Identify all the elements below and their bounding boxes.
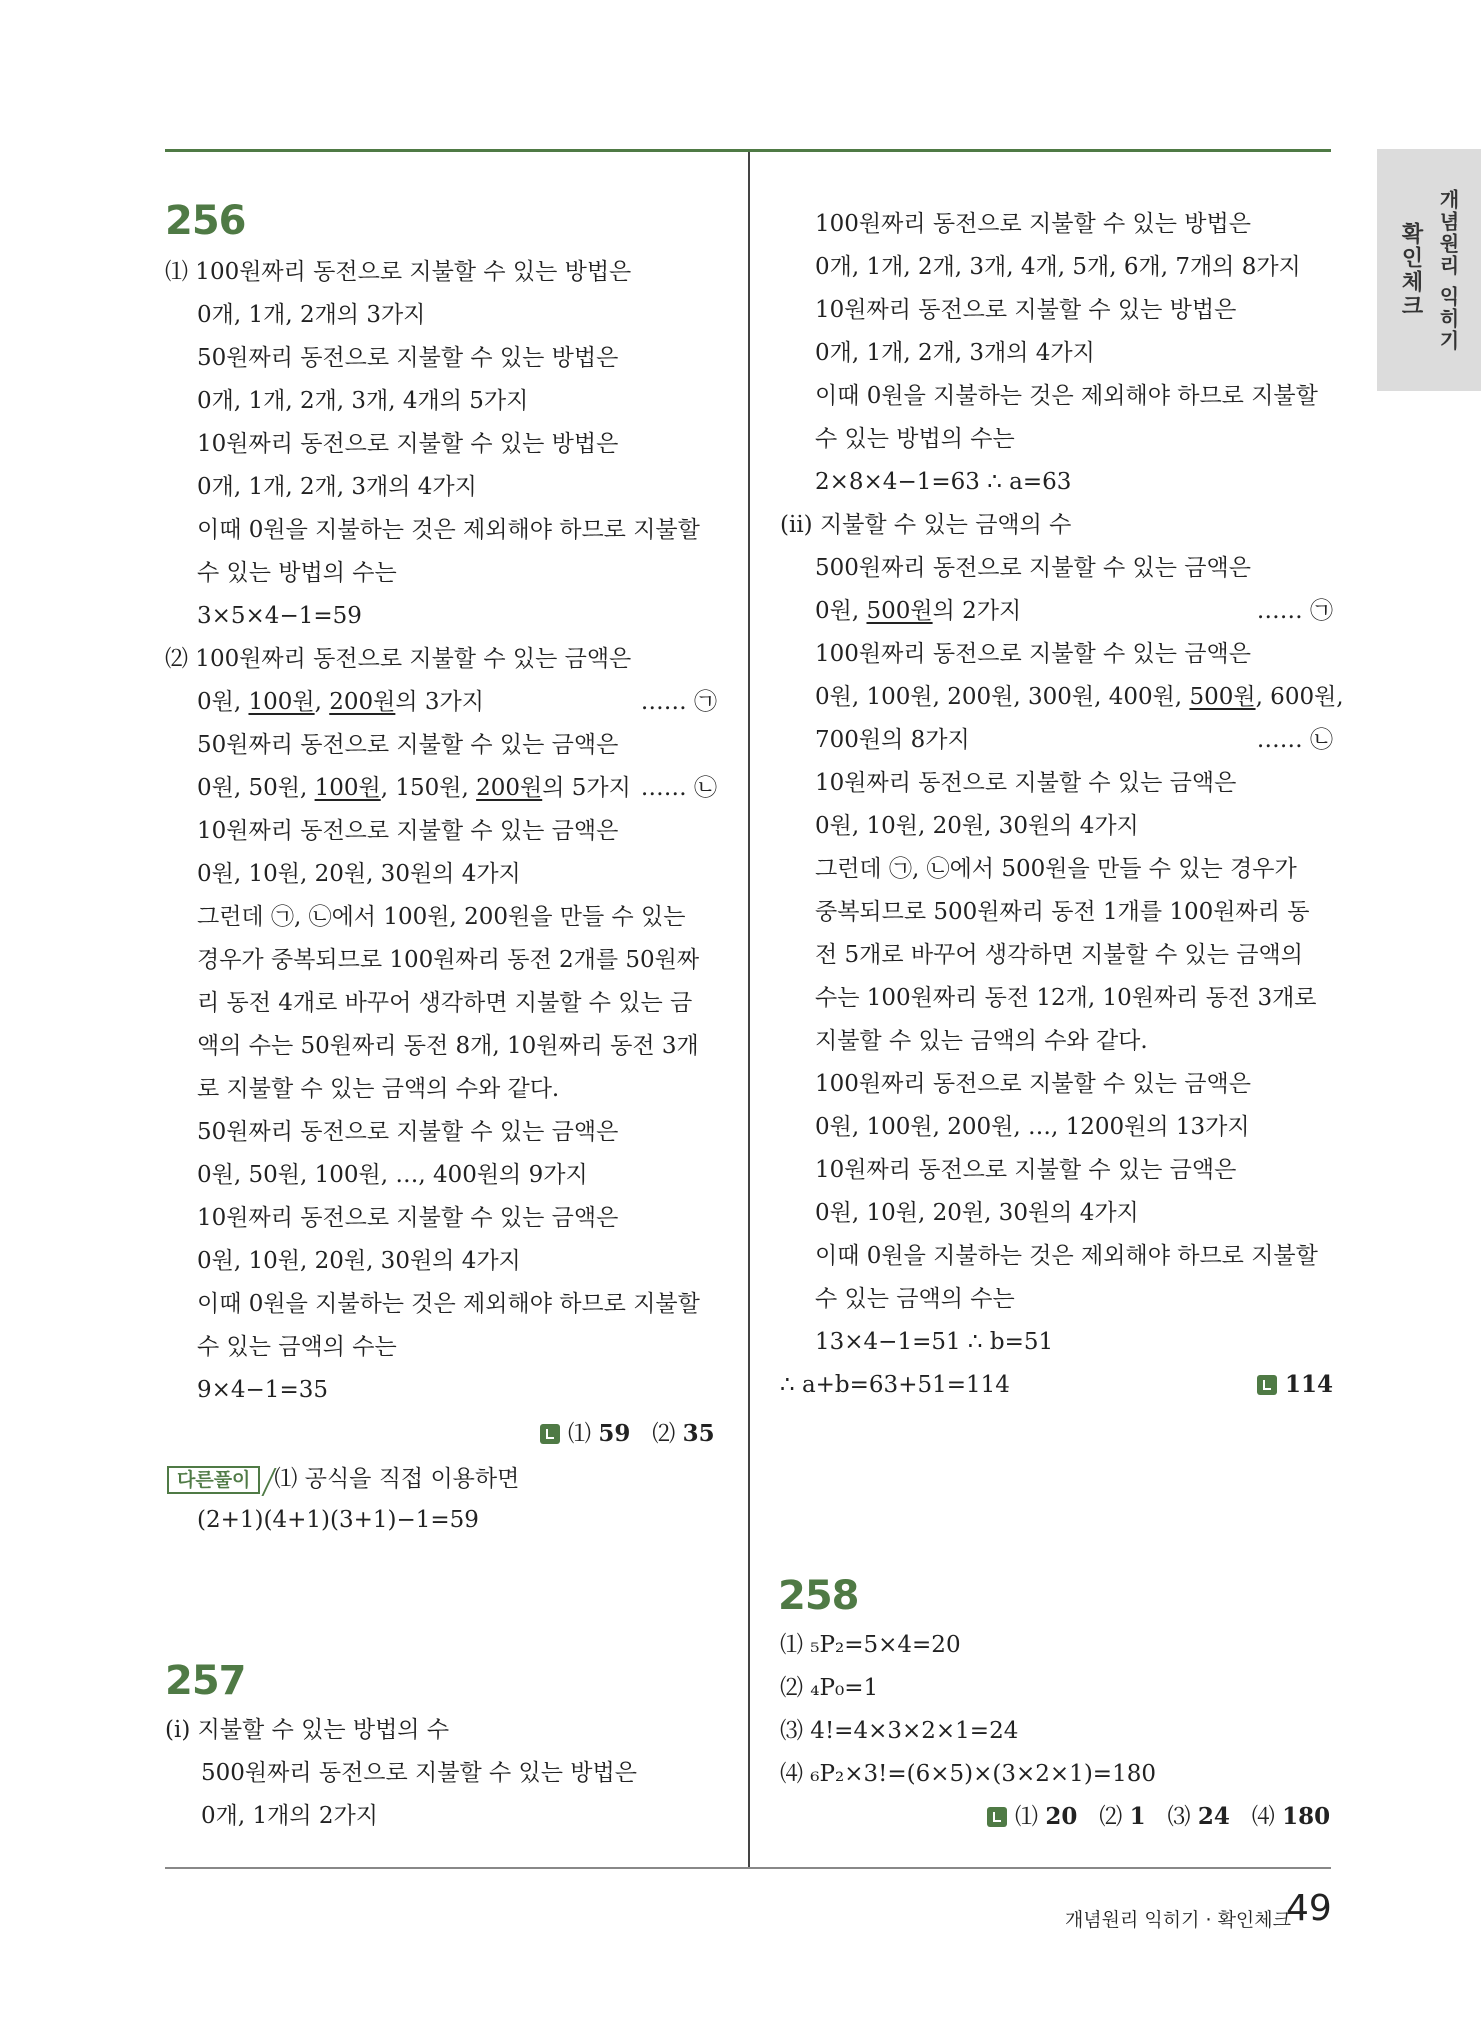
solution-line: 리 동전 4개로 바꾸어 생각하면 지불할 수 있는 금: [197, 990, 693, 1016]
footer-section-label: 개념원리 익히기 · 확인체크: [1064, 1909, 1291, 1931]
text-run: 의 2가지: [932, 598, 1022, 624]
problem-number-257: 257: [165, 1658, 246, 1704]
text-run: 0원,: [197, 689, 249, 715]
solution-line: [197, 773, 717, 803]
solution-line: 50원짜리 동전으로 지불할 수 있는 금액은: [197, 732, 619, 758]
solution-line: 지불할 수 있는 금액의 수와 같다.: [815, 1028, 1148, 1054]
solution-line: 10원짜리 동전으로 지불할 수 있는 방법은: [815, 297, 1237, 323]
text-run: 의 5가지: [542, 775, 631, 801]
answer-label: ⑵: [652, 1421, 676, 1447]
answer-value: 180: [1282, 1803, 1331, 1830]
solution-line: 이때 0원을 지불하는 것은 제외해야 하므로 지불할: [197, 1291, 700, 1317]
solution-line: ⑴ 100원짜리 동전으로 지불할 수 있는 방법은: [165, 259, 632, 285]
solution-line: 0개, 1개, 2개, 3개, 4개의 5가지: [197, 388, 529, 414]
solution-line: 50원짜리 동전으로 지불할 수 있는 방법은: [197, 345, 619, 371]
solution-line: 500원짜리 동전으로 지불할 수 있는 금액은: [815, 555, 1251, 581]
solution-line: 0원, 100원, 200원, …, 1200원의 13가지: [815, 1114, 1250, 1140]
solution-line: 로 지불할 수 있는 금액의 수와 같다.: [197, 1076, 560, 1102]
equation-marker: …… ㉠: [640, 689, 717, 715]
side-tab: [1377, 149, 1481, 391]
text-run: , 150원,: [380, 775, 477, 801]
alternative-solution: [167, 1464, 519, 1494]
solution-line: [780, 1370, 1333, 1400]
page-number: 49: [1286, 1888, 1332, 1929]
solution-line: 50원짜리 동전으로 지불할 수 있는 금액은: [197, 1119, 619, 1145]
answer-257: [1257, 1370, 1333, 1400]
answer-label: ⑴: [568, 1421, 591, 1447]
answer-check-icon: [987, 1807, 1007, 1827]
solution-line: 수 있는 금액의 수는: [815, 1286, 1015, 1312]
answer-check-icon: [540, 1424, 560, 1444]
solution-line: (ⅰ) 지불할 수 있는 방법의 수: [165, 1717, 450, 1743]
solution-line: (2+1)(4+1)(3+1)−1=59: [197, 1507, 479, 1533]
solution-line: ⑴ ₅P₂=5×4=20: [780, 1632, 961, 1658]
solution-line: 100원짜리 동전으로 지불할 수 있는 금액은: [815, 1071, 1251, 1097]
solution-line: 경우가 중복되므로 100원짜리 동전 2개를 50원짜: [197, 947, 700, 973]
underlined-amount: 500원: [1189, 684, 1256, 710]
side-tab-main: 개념원리 익히기: [1436, 188, 1460, 352]
solution-line: 이때 0원을 지불하는 것은 제외해야 하므로 지불할: [815, 1243, 1318, 1269]
text-run: , 600원,: [1255, 684, 1344, 710]
solution-line: 0원, 10원, 20원, 30원의 4가지: [815, 1200, 1139, 1226]
text-run: ∴ a+b=63+51=114: [780, 1372, 1010, 1398]
solution-line: 0원, 10원, 20원, 30원의 4가지: [197, 861, 521, 887]
text-run: 의 3가지: [395, 689, 484, 715]
solution-line: 0개, 1개, 2개, 3개의 4가지: [815, 340, 1095, 366]
solution-line: 0개, 1개, 2개, 3개의 4가지: [197, 474, 477, 500]
underlined-amount: 100원: [248, 689, 315, 715]
solution-line: 10원짜리 동전으로 지불할 수 있는 금액은: [815, 770, 1237, 796]
equation-marker: …… ㉡: [640, 775, 717, 801]
answer-label: ⑴: [1015, 1804, 1038, 1830]
solution-line: 100원짜리 동전으로 지불할 수 있는 금액은: [815, 641, 1251, 667]
answer-256: [540, 1419, 715, 1449]
answer-value: 35: [682, 1420, 715, 1447]
solution-line: (ⅱ) 지불할 수 있는 금액의 수: [780, 512, 1072, 538]
solution-line: 0개, 1개의 2가지: [201, 1803, 378, 1829]
solution-line: [815, 596, 1333, 626]
solution-line: 10원짜리 동전으로 지불할 수 있는 금액은: [197, 818, 619, 844]
solution-line: ⑵ ₄P₀=1: [780, 1675, 879, 1701]
answer-value: 1: [1129, 1803, 1146, 1830]
equation-marker: …… ㉡: [1256, 727, 1333, 753]
text-run: ,: [314, 689, 330, 715]
text-run: 0원, 100원, 200원, 300원, 400원,: [815, 684, 1190, 710]
text-run: 700원의 8가지: [815, 727, 970, 753]
text-run: ⑴ 공식을 직접 이용하면: [274, 1466, 520, 1492]
problem-number-258: 258: [778, 1573, 859, 1619]
underlined-amount: 200원: [329, 689, 396, 715]
solution-line: 0원, 50원, 100원, …, 400원의 9가지: [197, 1162, 588, 1188]
answer-label: ⑶: [1167, 1804, 1191, 1830]
answer-label: ⑵: [1099, 1804, 1123, 1830]
solution-line: 10원짜리 동전으로 지불할 수 있는 방법은: [197, 431, 619, 457]
column-divider: [748, 152, 750, 1867]
solution-line: 0개, 1개, 2개, 3개, 4개, 5개, 6개, 7개의 8가지: [815, 254, 1301, 280]
solution-line: 전 5개로 바꾸어 생각하면 지불할 수 있는 금액의: [815, 942, 1303, 968]
side-tab-sub: 확인체크: [1398, 222, 1423, 318]
problem-number-256: 256: [165, 198, 246, 244]
solution-line: ⑷ ₆P₂×3!=(6×5)×(3×2×1)=180: [780, 1761, 1156, 1787]
solution-line: 그런데 ㉠, ㉡에서 500원을 만들 수 있는 경우가: [815, 856, 1297, 882]
alt-solution-tag: 다른풀이: [167, 1466, 260, 1494]
solution-line: [815, 725, 1333, 755]
solution-line: 0원, 10원, 20원, 30원의 4가지: [815, 813, 1139, 839]
solution-line: 수 있는 금액의 수는: [197, 1334, 397, 1360]
answer-value: 24: [1197, 1803, 1230, 1830]
solution-line: 10원짜리 동전으로 지불할 수 있는 금액은: [815, 1157, 1237, 1183]
solution-line: 9×4−1=35: [197, 1377, 328, 1403]
solution-line: ⑵ 100원짜리 동전으로 지불할 수 있는 금액은: [165, 646, 632, 672]
answer-value: 114: [1284, 1371, 1333, 1398]
answer-label: ⑷: [1251, 1804, 1275, 1830]
solution-line: 10원짜리 동전으로 지불할 수 있는 금액은: [197, 1205, 619, 1231]
solution-line: 이때 0원을 지불하는 것은 제외해야 하므로 지불할: [197, 517, 700, 543]
solution-line: 수 있는 방법의 수는: [815, 426, 1015, 452]
underlined-amount: 100원: [314, 775, 381, 801]
equation-marker: …… ㉠: [1256, 598, 1333, 624]
bottom-rule: [165, 1867, 1331, 1869]
solution-line: 그런데 ㉠, ㉡에서 100원, 200원을 만들 수 있는: [197, 904, 686, 930]
underlined-amount: 500원: [866, 598, 933, 624]
answer-value: 20: [1045, 1803, 1078, 1830]
underlined-amount: 200원: [476, 775, 543, 801]
solution-line: 수 있는 방법의 수는: [197, 560, 397, 586]
text-run: 0원, 50원,: [197, 775, 315, 801]
solution-line: 2×8×4−1=63 ∴ a=63: [815, 469, 1072, 495]
solution-line: 수는 100원짜리 동전 12개, 10원짜리 동전 3개로: [815, 985, 1317, 1011]
solution-line: 500원짜리 동전으로 지불할 수 있는 방법은: [201, 1760, 637, 1786]
solution-line: 100원짜리 동전으로 지불할 수 있는 방법은: [815, 211, 1251, 237]
solution-line: 3×5×4−1=59: [197, 603, 362, 629]
solution-line: 중복되므로 500원짜리 동전 1개를 100원짜리 동: [815, 899, 1310, 925]
answer-258: [987, 1802, 1330, 1832]
solution-line: [815, 682, 1344, 712]
solution-line: 13×4−1=51 ∴ b=51: [815, 1329, 1054, 1355]
text-run: 0원,: [815, 598, 867, 624]
solution-line: 이때 0원을 지불하는 것은 제외해야 하므로 지불할: [815, 383, 1318, 409]
answer-check-icon: [1257, 1375, 1277, 1395]
answer-value: 59: [598, 1420, 631, 1447]
solution-line: 액의 수는 50원짜리 동전 8개, 10원짜리 동전 3개: [197, 1033, 699, 1059]
solution-line: [197, 687, 717, 717]
solution-line: 0개, 1개, 2개의 3가지: [197, 302, 426, 328]
solution-line: ⑶ 4!=4×3×2×1=24: [780, 1718, 1019, 1744]
solution-line: 0원, 10원, 20원, 30원의 4가지: [197, 1248, 521, 1274]
